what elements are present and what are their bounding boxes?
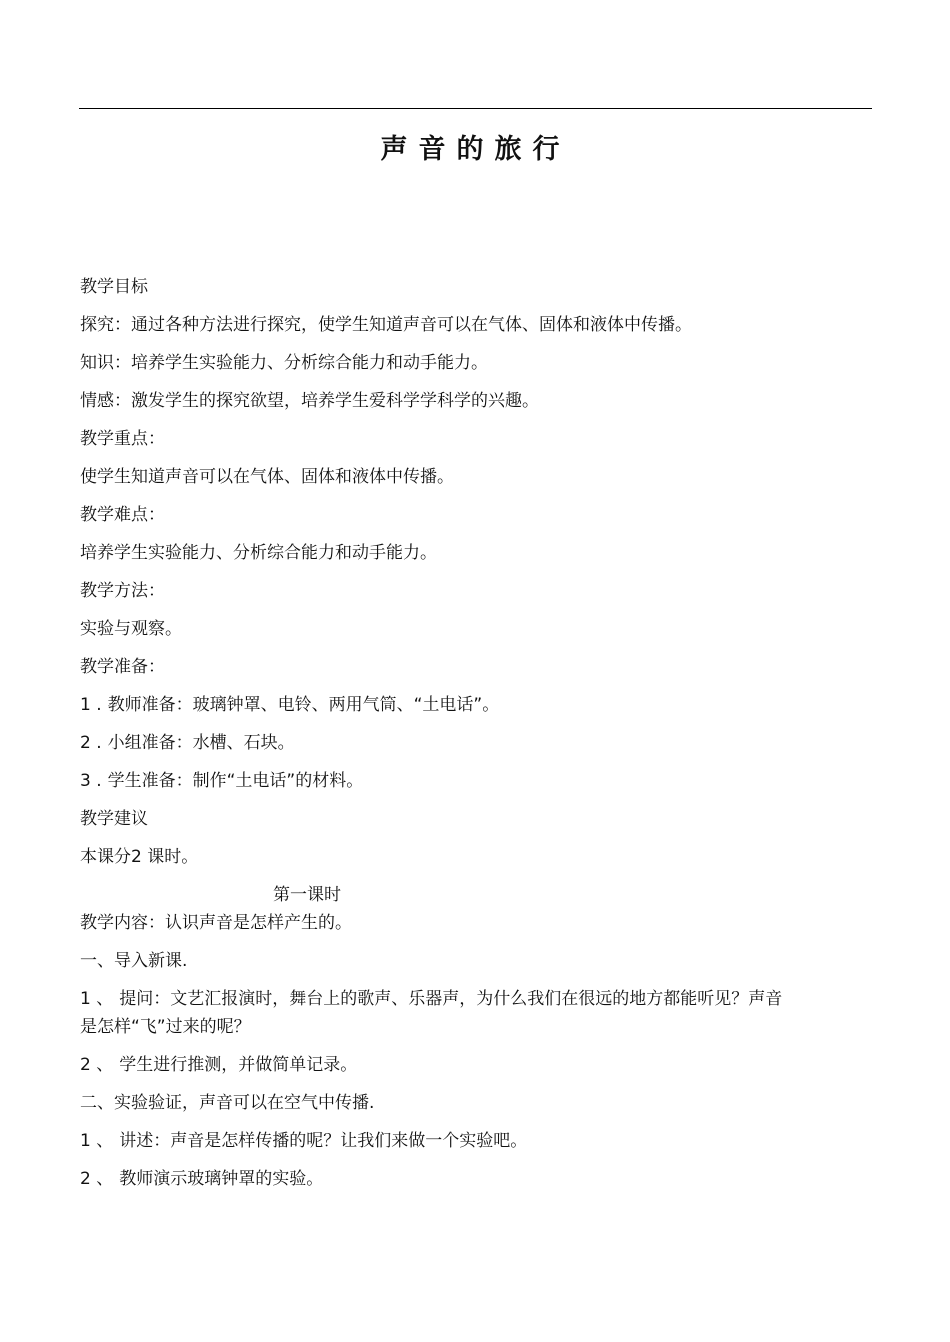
list-number: 1 、	[80, 1131, 114, 1151]
suggestion-text: 本课分2 课时。	[80, 847, 199, 867]
list-text: 教师准备：玻璃钟罩、电铃、两用气筒、“土电话”。	[107, 695, 500, 715]
preparation-item-teacher	[80, 694, 499, 716]
list-text: 提问：文艺汇报演时，舞台上的歌声、乐器声，为什么我们在很远的地方都能听见？声音	[119, 989, 783, 1009]
list-number: 1 、	[80, 989, 114, 1009]
document-title: 声音的旅行	[380, 134, 571, 165]
list-text: 学生进行推测，并做简单记录。	[119, 1055, 358, 1075]
list-number: 1 .	[80, 695, 102, 715]
list-text: 小组准备：水槽、石块。	[107, 733, 295, 753]
difficulty-heading: 教学难点：	[80, 505, 165, 525]
objective-knowledge: 知识：培养学生实验能力、分析综合能力和动手能力。	[80, 353, 488, 373]
step-demo	[80, 1168, 323, 1190]
objectives-heading: 教学目标	[80, 277, 148, 297]
list-text: 学生准备：制作“土电话”的材料。	[107, 771, 364, 791]
preparation-item-student	[80, 770, 363, 792]
lesson1-content: 教学内容：认识声音是怎样产生的。	[80, 913, 352, 933]
preparation-item-group	[80, 732, 295, 754]
difficulty-text: 培养学生实验能力、分析综合能力和动手能力。	[80, 543, 437, 563]
section-intro: 一、导入新课.	[80, 951, 188, 971]
list-text: 讲述：声音是怎样传播的呢？让我们来做一个实验吧。	[119, 1131, 528, 1151]
list-number: 2 .	[80, 733, 102, 753]
method-heading: 教学方法：	[80, 581, 165, 601]
objective-emotion: 情感：激发学生的探究欲望，培养学生爱科学学科学的兴趣。	[80, 391, 539, 411]
list-number: 2 、	[80, 1055, 114, 1075]
key-points-text: 使学生知道声音可以在气体、固体和液体中传播。	[80, 467, 454, 487]
list-number: 2 、	[80, 1169, 114, 1189]
preparation-heading: 教学准备：	[80, 657, 165, 677]
list-text: 教师演示玻璃钟罩的实验。	[119, 1169, 324, 1189]
step-question-continued: 是怎样“飞”过来的呢？	[80, 1017, 251, 1037]
list-number: 3 .	[80, 771, 102, 791]
method-text: 实验与观察。	[80, 619, 182, 639]
step-question	[80, 988, 782, 1010]
step-predict	[80, 1054, 357, 1076]
suggestion-heading: 教学建议	[80, 809, 148, 829]
section-experiment: 二、实验验证，声音可以在空气中传播.	[80, 1093, 375, 1113]
header-rule	[79, 108, 872, 109]
lesson1-heading: 第一课时	[273, 885, 341, 905]
objective-inquiry: 探究：通过各种方法进行探究，使学生知道声音可以在气体、固体和液体中传播。	[80, 315, 692, 335]
step-explain	[80, 1130, 527, 1152]
key-points-heading: 教学重点：	[80, 429, 165, 449]
